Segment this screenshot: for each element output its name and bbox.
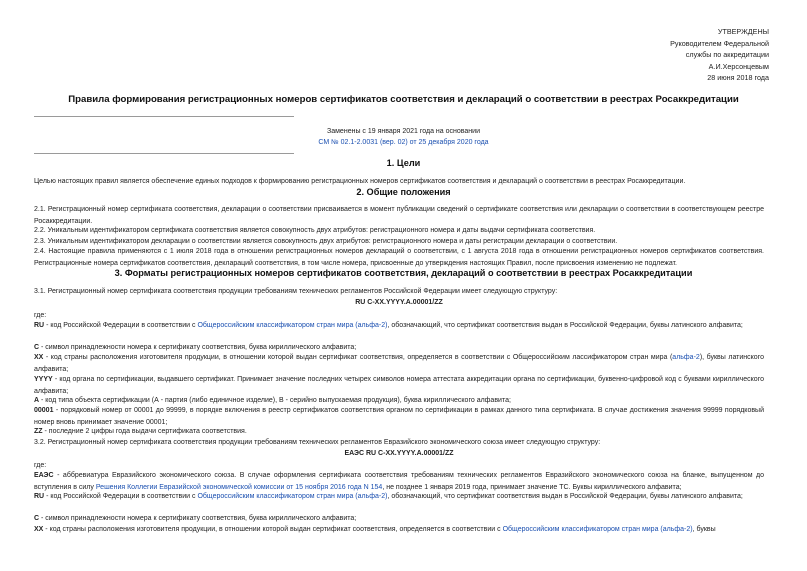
definition-text: - код типа объекта сертификации (А - партия (либо единичное изделие), В - серийно выпускаемая продукция), буква кириллического алфавита; [39, 397, 511, 404]
definition-number [34, 405, 764, 428]
paragraph: где: [34, 462, 47, 469]
code-term: A [34, 397, 40, 404]
definition-text: , обозначающий, что сертификат соответствия выдан в Российской Федерации, буквы латинского алфавита; [387, 322, 743, 329]
definition-text: - аббревиатура Евразийского экономического союза. В случае оформления сертификата соответствия требованиям технических регламентов Евразийского экономического союза на бланке, выпущенном до вступления в силу [34, 472, 764, 491]
approval-block [670, 26, 769, 84]
replaced-notice-link-row [0, 139, 807, 146]
paragraph: где: [34, 312, 47, 319]
definition-text: - код страны расположения изготовителя продукции, в отношении которой выдан сертификат соответствия, определяется в соответствии с [43, 526, 503, 533]
definition-zz [34, 426, 764, 438]
definition-text: - последние 2 цифры года выдачи сертификата соответствия. [42, 428, 247, 435]
code-term: RU [34, 493, 45, 500]
definition-text: - код Российской Федерации в соответствии с [44, 322, 198, 329]
definition-text: - код страны расположения изготовителя продукции, в отношении которой выдан сертификат соответствия, определяется в соответствии с Общероссийским лассификатором стран мира ( [43, 354, 673, 361]
code-term: 00001 [34, 407, 54, 414]
divider [34, 153, 294, 154]
alpha2-link[interactable]: альфа-2 [672, 354, 700, 361]
paragraph: 2.1. Регистрационный номер сертификата соответствия, декларации о соответствии присваивается в момент публикации сведений о сертификате соответствия или декларации о соответствии в соответствующем реестре Росаккредитации. [34, 206, 764, 225]
definition-text: , не позднее 1 января 2019 года, принимает значение ТС. Буквы кириллического алфавита; [382, 483, 682, 491]
definition-text: - код органа по сертификации, выдавшего сертификат. Принимает значение последних четырех символов номера аттестата аккредитации органа по сертификации, буквенно-цифровой код с буквами кириллического алфавита; [34, 376, 764, 395]
definition-yyyy [34, 374, 764, 397]
section-heading: 1. Цели [386, 158, 421, 168]
classifier-link[interactable]: Общероссийским классификатором стран мира (альфа-2) [197, 493, 388, 500]
code-term: XX [34, 526, 44, 533]
paragraph: 3.1. Регистрационный номер сертификата соответствия продукции требованиям технических регламентов Российской Федерации имеет следующую структуру: [34, 288, 558, 295]
section-heading: 2. Общие положения [356, 187, 451, 197]
definition-xx-2 [34, 524, 764, 536]
definition-text: - код Российской Федерации в соответствии с [44, 493, 198, 500]
classifier-link[interactable]: Общероссийским классификатором стран мира (альфа-2) [502, 526, 693, 533]
classifier-link[interactable]: Общероссийским классификатором стран мира (альфа-2) [197, 322, 388, 329]
number-format: RU C-XX.YYYY.A.00001/ZZ [355, 299, 443, 306]
code-term: XX [34, 354, 44, 361]
paragraph: 2.4. Настоящие правила применяются с 1 июля 2018 года в отношении регистрационных номеров деклараций о соответствии, с 1 августа 2018 года в отношении регистрационных номеров сертификатов соответствия. Регистрационные номера сертификатов соответствия, деклараций соответствия, в том числе номера, присвоенные до утверждения настоящих Правил, после присвоения изменению не подлежат. [34, 248, 764, 267]
code-term: ЕАЭС [34, 472, 54, 479]
number-format: ЕАЭС RU C-XX.YYYY.A.00001/ZZ [344, 450, 454, 457]
definition-ru-2 [34, 491, 764, 503]
definition-text: , буквы [692, 526, 716, 533]
code-term: ZZ [34, 428, 43, 435]
code-term: RU [34, 322, 45, 329]
definition-eaes [34, 470, 764, 493]
definition-text: - порядковый номер от 00001 до 99999, в порядке включения в реестр сертификатов соответствия органом по сертификации в рамках данного типа сертификата. В случае достижения значения 99999 порядковый номер вновь принимает значение 00001; [34, 407, 764, 426]
definition-c-2 [34, 513, 764, 525]
paragraph: 2.2. Уникальным идентификатором сертификата соответствия является совокупность двух атрибутов: регистрационного номера и даты выдачи сертификата соответствия. [34, 227, 596, 234]
definition-xx [34, 352, 764, 375]
document-title: Правила формирования регистрационных номеров сертификатов соответствия и деклараций о соответствии в реестрах Росаккредитации [68, 94, 739, 105]
decision-link[interactable]: Решения Коллегии Евразийской экономической комиссии от 15 ноября 2016 года N 154 [95, 483, 383, 491]
code-term: YYYY [34, 376, 53, 383]
code-term: С [34, 344, 40, 351]
replaced-link[interactable]: СМ № 02.1-2.0031 (вер. 02) от 25 декабря 2020 года [318, 139, 489, 146]
divider [34, 116, 294, 117]
replaced-notice: Заменены с 19 января 2021 года на основании [327, 128, 480, 135]
definition-text: - символ принадлежности номера к сертификату соответствия, буква кириллического алфавита; [39, 515, 357, 522]
definition-text: , обозначающий, что сертификат соответствия выдан в Российской Федерации, буквы латинского алфавита; [387, 493, 743, 500]
section-heading: 3. Форматы регистрационных номеров сертификатов соответствия, деклараций о соответствии в реестрах Росаккредитации [114, 268, 693, 278]
approval-line: А.И.Херсонцевым [708, 61, 769, 71]
paragraph: 2.3. Уникальным идентификатором декларации о соответствии является совокупность двух атрибутов: регистрационного номера и даты регистрации декларации о соответствии. [34, 238, 618, 245]
definition-text: ), буквы латинского алфавита; [34, 354, 764, 373]
definition-text: - символ принадлежности номера к сертификату соответствия, буква кириллического алфавита; [39, 344, 357, 351]
code-term: С [34, 515, 40, 522]
approval-line: 28 июня 2018 года [707, 73, 769, 83]
approval-line: службы по аккредитации [685, 50, 769, 60]
definition-ru [34, 320, 764, 332]
approval-line: Руководителем Федеральной [670, 38, 769, 48]
paragraph: 3.2. Регистрационный номер сертификата соответствия продукции требованиям технических регламентов Евразийского экономического союза имеет следующую структуру: [34, 439, 601, 446]
paragraph: Целью настоящих правил является обеспечение единых подходов к формированию регистрационных номеров сертификатов соответствия и деклараций о соответствии в реестрах Росаккредитации. [34, 178, 686, 185]
approval-line: УТВЕРЖДЕНЫ [717, 27, 769, 36]
